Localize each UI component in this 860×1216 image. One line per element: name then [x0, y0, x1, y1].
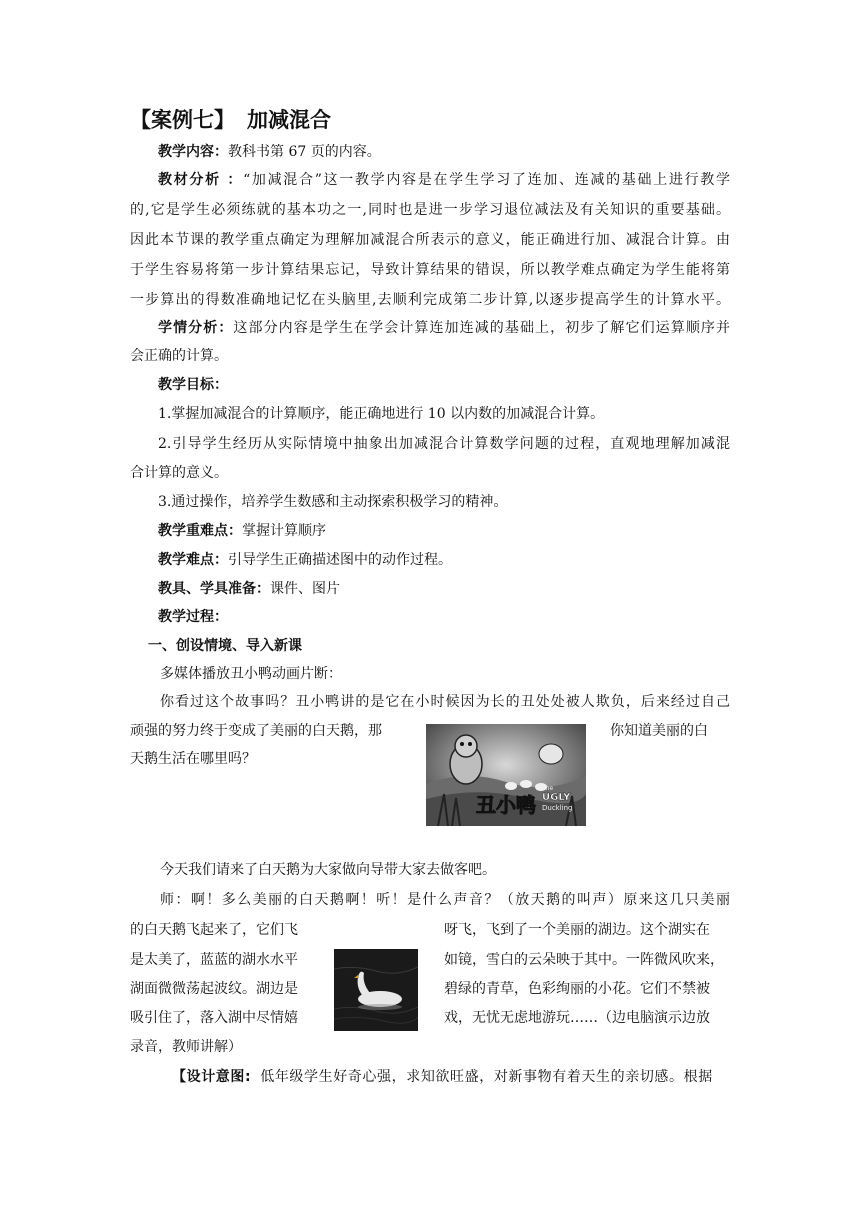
page-title: [130, 104, 331, 134]
analysis-line-5: 一步算出的得数准确地记忆在头脑里,去顺利完成第二步计算,以逐步提高学生的计算水平。: [130, 292, 730, 308]
ugly-duckling-cartoon-image: [426, 724, 586, 826]
cartoon-en-3: Duckling: [542, 804, 573, 812]
key-line: 教学重难点：掌握计算顺序: [158, 523, 326, 539]
goal-2-line-1: 2.引导学生经历从实际情境中抽象出加减混合计算数学问题的过程，直观地理解加减混: [158, 436, 730, 452]
goal-2-line-2: 合计算的意义。: [130, 465, 228, 481]
difficulty-label: 教学难点：: [158, 552, 228, 568]
difficulty-line: 教学难点：引导学生正确描述图中的动作过程。: [158, 552, 452, 568]
teacher-line-1: 师：啊！多么美丽的白天鹅啊！听！是什么声音？（放天鹅的叫声）原来这几只美丽: [160, 892, 730, 908]
title-text: 加减混合: [247, 108, 331, 132]
title-bracket: 【案例七】: [130, 108, 235, 132]
intro-p2-line-2-left: 顽强的努力终于变成了美丽的白天鹅，那: [130, 723, 382, 739]
goals-label: 教学目标：: [158, 377, 228, 393]
content-line: [158, 142, 381, 162]
swan-photo: [334, 949, 418, 1031]
intro-p2-line-3: 天鹅生活在哪里吗？: [130, 751, 256, 767]
analysis-line-1: 教材分析 ：“加减混合”这一教学内容是在学生学习了连加、连减的基础上进行教学: [158, 172, 730, 188]
teacher-line-3-left: 是太美了，蓝蓝的湖水水平: [130, 952, 298, 968]
teacher-line-2-right: 呀飞，飞到了一个美丽的湖边。这个湖实在: [444, 922, 710, 938]
learner-line-1: 学情分析：这部分内容是学生在学会计算连加连减的基础上，初步了解它们运算顺序并: [158, 320, 730, 336]
swan-illustration: [334, 949, 418, 1031]
intro-p2-line-1: 你看过这个故事吗？丑小鸭讲的是它在小时候因为长的丑处处被人欺负，后来经过自己: [160, 694, 730, 710]
analysis-label: 教材分析 ：: [158, 172, 244, 188]
analysis-line-3: 因此本节课的教学重点确定为理解加减混合所表示的意义，能正确进行加、减混合计算。由: [130, 232, 730, 248]
intro-p3: 今天我们请来了白天鹅为大家做向导带大家去做客吧。: [160, 862, 496, 878]
goal-3: 3.通过操作，培养学生数感和主动探索积极学习的精神。: [158, 494, 508, 510]
teacher-line-5-left: 吸引住了，落入湖中尽情嬉: [130, 1010, 298, 1026]
teacher-line-4-right: 碧绿的青草，色彩绚丽的小花。它们不禁被: [444, 981, 710, 997]
intro-p1: 多媒体播放丑小鸭动画片断：: [160, 666, 342, 682]
key-label: 教学重难点：: [158, 523, 242, 539]
cartoon-title-text: 丑小鸭: [476, 793, 536, 817]
cartoon-illustration: [426, 724, 586, 826]
learner-label: 学情分析：: [158, 320, 234, 336]
intro-p2-line-2-right: 你知道美丽的白: [610, 723, 708, 739]
analysis-line-4: 于学生容易将第一步计算结果忘记，导致计算结果的错误，所以教学难点确定为学生能将第: [130, 262, 730, 278]
design-intent-label: 【设计意图:: [172, 1069, 252, 1085]
teacher-line-5-right: 戏，无忧无虑地游玩……（边电脑演示边放: [444, 1010, 710, 1026]
cartoon-en-2: UGLY: [542, 792, 571, 803]
tools-line: 教具、学具准备：课件、图片: [158, 581, 340, 597]
cartoon-en-1: The: [542, 785, 554, 792]
goal-1: 1.掌握加减混合的计算顺序，能正确地进行 10 以内数的加减混合计算。: [158, 406, 605, 422]
teacher-line-2-left: 的白天鹅飞起来了，它们飞: [130, 922, 298, 938]
process-label: 教学过程：: [158, 609, 228, 625]
teacher-line-6: 录音，教师讲解）: [130, 1039, 242, 1055]
content-text: 教科书第 67 页的内容。: [228, 144, 381, 160]
teacher-line-3-right: 如镜，雪白的云朵映于其中。一阵微风吹来，: [444, 952, 724, 968]
analysis-line-2: 的,它是学生必须练就的基本功之一,同时也是进一步学习退位减法及有关知识的重要基础。: [130, 202, 730, 218]
tools-label: 教具、学具准备：: [158, 581, 270, 597]
content-label: 教学内容：: [158, 144, 228, 160]
section-1-heading: 一、创设情境、导入新课: [148, 638, 302, 654]
learner-line-2: 会正确的计算。: [130, 348, 228, 364]
design-intent-line: 【设计意图: 低年级学生好奇心强，求知欲旺盛，对新事物有着天生的亲切感。根据: [172, 1069, 713, 1085]
teacher-line-4-left: 湖面微微荡起波纹。湖边是: [130, 981, 298, 997]
